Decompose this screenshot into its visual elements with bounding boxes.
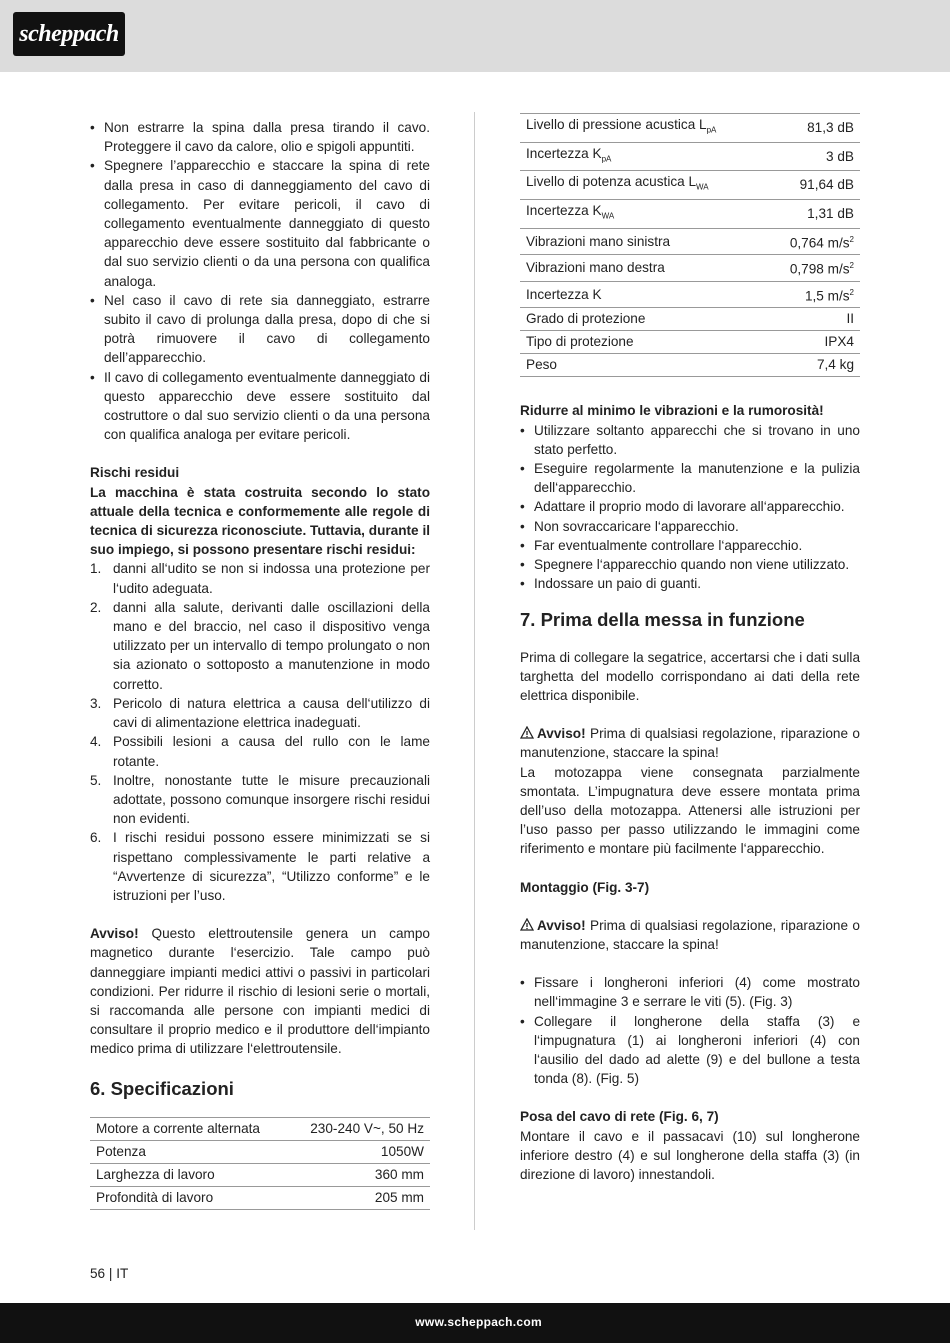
prima-intro: Prima di collegare la segatrice, accertarsi che i dati sulla targhetta del modello corrispondano ai dati della rete elettrica disponibile.	[520, 649, 860, 703]
list-item: • Fissare i longheroni inferiori (4) come mostrato nell‘immagine 3 e serrare le viti (5). (Fig. 3)	[520, 973, 860, 1011]
list-item: • Nel caso il cavo di rete sia danneggiato, estrarre subito il cavo di prolunga dalla presa, dopo di che si potrà rimuovere il cavo di collegamento dell’apparecchio.	[90, 291, 430, 368]
footer-bar	[0, 1303, 950, 1343]
table-row: Incertezza $K_{WA}$ 1,31 dB	[520, 200, 860, 229]
table-row: Incertezza K 1,5 $m/s^2$	[520, 281, 860, 308]
posa-text: Montare il cavo e il passacavi (10) sul longherone inferiore destro (4) e sul longherone della staffa (3) (in direzione di lavoro) innestandoli.	[520, 1128, 860, 1182]
ridurre-list	[520, 421, 860, 594]
list-item: • Il cavo di collegamento eventualmente danneggiato di questo apparecchio deve essere sostituito dal costruttore o dal suo servizio clienti o da una persona con qualifica analoga per evitare pericoli.	[90, 368, 430, 445]
table-row: Vibrazioni mano destra 0,798 $m/s^2$	[520, 255, 860, 282]
list-item: • Indossare un paio di guanti.	[520, 574, 860, 593]
page-number: 56 | IT	[90, 1266, 129, 1281]
montaggio-list	[520, 973, 860, 1088]
list-item: • Adattare il proprio modo di lavorare all‘apparecchio.	[520, 497, 860, 516]
section-heading-prima: 7. Prima della messa in funzione	[520, 608, 805, 630]
prima-para2: La motozappa viene consegnata parzialmente smontata. L’impugnatura deve essere montata prima dell’uso della motozappa. Attenersi alle istruzioni per l’uso passo per passo utilizzando le immagini come riferimento e montare più facilmente l‘apparecchio.	[520, 764, 860, 857]
list-item: 6. I rischi residui possono essere minimizzati se si rispettano complessivamente le parti relative a “Avvertenze di sicurezza”, “Utilizzo conforme” e le istruzioni per l’uso.	[90, 830, 430, 903]
table-row: Larghezza di lavoro 360 mm	[90, 1163, 430, 1186]
warning-1: Avviso! Prima di qualsiasi regolazione, riparazione o manutenzione, staccare la spina!	[520, 726, 860, 761]
table-row: Profondità di lavoro 205 mm	[90, 1186, 430, 1209]
list-item: 5. Inoltre, nonostante tutte le misure precauzionali adottate, possono comunque insorgere rischi residui non evidenti.	[90, 772, 430, 827]
list-item: 3. Pericolo di natura elettrica a causa dell‘utilizzo di cavi di alimentazione elettrica inadeguati.	[90, 695, 430, 731]
left-column	[90, 118, 430, 1210]
magnetic-warning: Avviso! Questo elettroutensile genera un campo magnetico durante l‘esercizio. Tale campo può danneggiare impianti medici attivi o passivi in particolari condizioni. Per ridurre il rischio di lesioni serie o mortali, si raccomanda alle persone con impianti medici di consultare il proprio medico e il produttore dell‘impianto medico prima di utilizzare l‘elettroutensile.	[90, 926, 430, 1057]
table-row: Potenza 1050W	[90, 1140, 430, 1163]
table-row: Livello di potenza acustica $L_{WA}$ 91,64 dB	[520, 171, 860, 200]
header-bar	[0, 0, 950, 72]
posa-title: Posa del cavo di rete (Fig. 6, 7)	[520, 1109, 719, 1125]
table-row: Peso 7,4 kg	[520, 354, 860, 377]
list-item: 1. danni all‘udito se non si indossa una protezione per l‘udito adeguata.	[90, 561, 430, 596]
table-row: Motore a corrente alternata 230-240 V~, 50 Hz	[90, 1117, 430, 1140]
brand-logo: scheppach	[13, 12, 125, 56]
table-row: Vibrazioni mano sinistra 0,764 $m/s^2$	[520, 228, 860, 255]
list-item: • Spegnere l‘apparecchio quando non viene utilizzato.	[520, 555, 860, 574]
right-column	[520, 113, 860, 1184]
list-item: • Spegnere l’apparecchio e staccare la spina di rete dalla presa in caso di danneggiamento del cavo di collegamento. Per evitare pericoli, il cavo di collegamento eventualmente danneggiato di questo apparecchio deve essere sostituito dal fabbricante o dal suo servizio clienti o da una persona con qualifica analoga.	[90, 156, 430, 290]
warning-icon	[520, 918, 534, 931]
cable-safety-list	[90, 118, 430, 444]
table-row: Incertezza $K_{pA}$ 3 dB	[520, 142, 860, 171]
list-item: 4. Possibili lesioni a causa del rullo con le lame rotante.	[90, 734, 430, 769]
list-item: 2. danni alla salute, derivanti dalle oscillazioni della mano e del braccio, nel caso il dispositivo venga utilizzato per un intervallo di tempo prolungato o non sia azionato o sottoposto a manutenzione in modo corretto.	[90, 599, 430, 692]
ridurre-title: Ridurre al minimo le vibrazioni e la rumorosità!	[520, 403, 824, 419]
website-link[interactable]: www.scheppach.com	[415, 1315, 542, 1329]
list-item: • Collegare il longherone della staffa (3) e l‘impugnatura (1) ai longheroni inferiori (4) con l‘ausilio del dado ad alette (9) e del bullone a testa tonda (8). (Fig. 5)	[520, 1012, 860, 1089]
rischi-title: Rischi residui	[90, 465, 180, 481]
list-item: • Non sovraccaricare l‘apparecchio.	[520, 517, 860, 536]
list-item: • Non estrarre la spina dalla presa tirando il cavo. Proteggere il cavo da calore, olio e spigoli appuntiti.	[90, 118, 430, 156]
column-divider	[474, 112, 475, 1230]
rischi-intro: La macchina è stata costruita secondo lo stato attuale della tecnica e conformemente alle regole di tecnica di sicurezza riconosciute. Tuttavia, durante il suo impiego, si possono presentare rischi residui:	[90, 484, 430, 558]
warning-icon	[520, 726, 534, 739]
list-item: • Far eventualmente controllare l‘apparecchio.	[520, 536, 860, 555]
section-heading-specificazioni: 6. Specificazioni	[90, 1077, 234, 1099]
warning-2: Avviso! Prima di qualsiasi regolazione, riparazione o manutenzione, staccare la spina!	[520, 917, 860, 952]
table-row: Tipo di protezione IPX4	[520, 331, 860, 354]
rischi-list	[90, 559, 430, 905]
montaggio-title: Montaggio (Fig. 3-7)	[520, 879, 650, 895]
table-row: Grado di protezione II	[520, 308, 860, 331]
list-item: • Eseguire regolarmente la manutenzione e la pulizia dell‘apparecchio.	[520, 459, 860, 497]
table-row: Livello di pressione acustica $L_{pA}$ 81,3 dB	[520, 114, 860, 143]
list-item: • Utilizzare soltanto apparecchi che si trovano in uno stato perfetto.	[520, 421, 860, 459]
spec-table	[90, 1117, 430, 1210]
spec-table-continued	[520, 113, 860, 377]
